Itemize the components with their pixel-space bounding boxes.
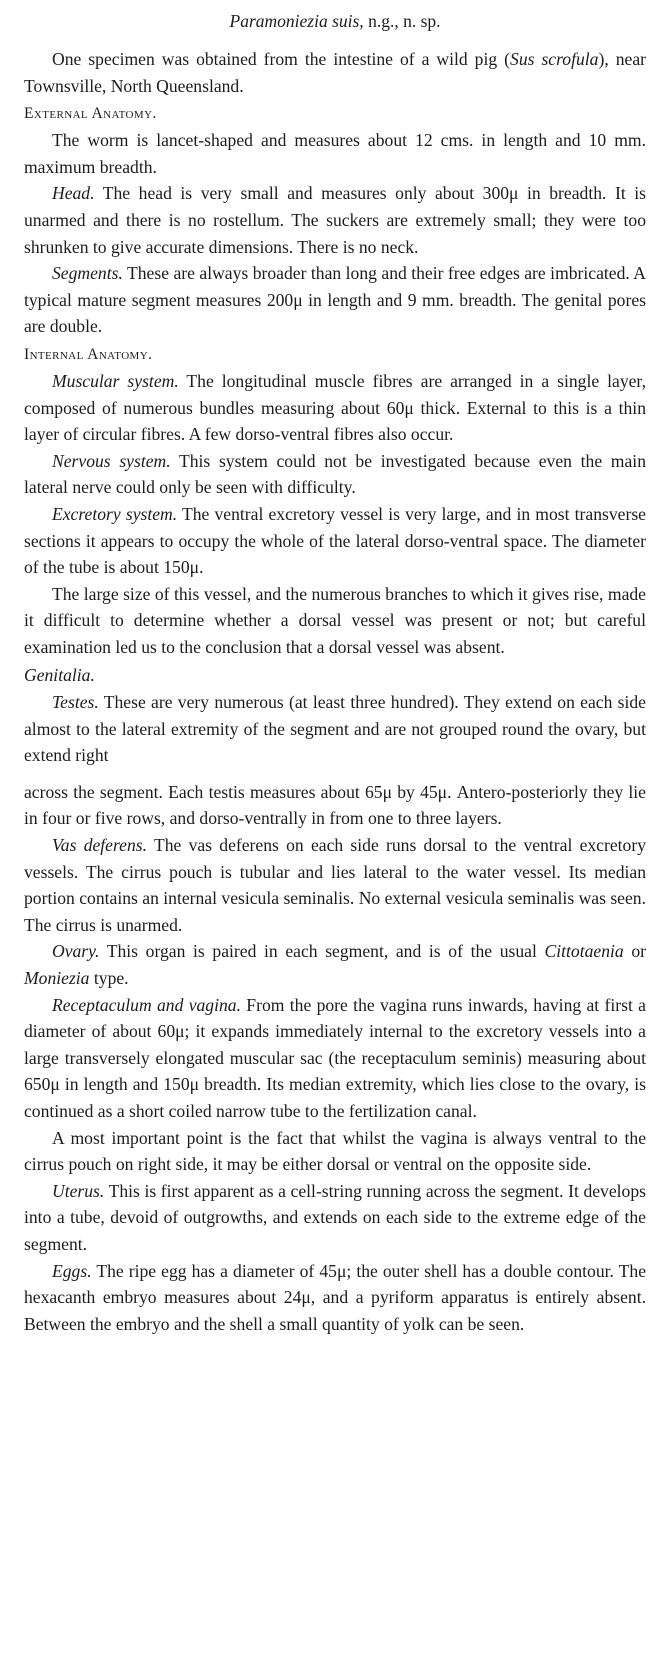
nervous-text: This system could not be investigated because even the main lateral nerve could only be seen with difficulty. — [24, 450, 646, 498]
excretory-text: The ventral excretory vessel is very large, and in most transverse sections it appears to occupy the whole of the lateral dorso-ventral space. The diameter of the tube is about 150μ. — [24, 503, 646, 578]
muscular-paragraph — [24, 368, 646, 448]
external-body-text: The worm is lancet-shaped and measures about 12 cms. in length and 10 mm. maximum breadth. — [24, 130, 646, 177]
vas-deferens-text: The vas deferens on each side runs dorsal to the ventral excretory vessels. The cirrus pouch is tubular and lies lateral to the water vessel. Its median portion contains an internal vesicula seminalis. No external vesicula seminalis was seen. The cirrus is unarmed. — [24, 835, 647, 935]
muscular-label: Muscular system. — [52, 370, 179, 391]
page-break-gap — [24, 769, 646, 779]
ovary-text-a: This organ is paired in each segment, and is of the usual — [99, 941, 545, 962]
nervous-label: Nervous system. — [52, 450, 171, 471]
excretory-paragraph-2 — [24, 581, 646, 661]
excretory-para2-text: The large size of this vessel, and the numerous branches to which it gives rise, made it difficult to determine whether a dorsal vessel was present or not; but careful examination led us to the conclusion that a dorsal vessel was absent. — [24, 583, 646, 657]
ovary-text-c: type. — [89, 968, 129, 988]
head-text: The head is very small and measures only about 300μ in breadth. It is unarmed and there is no rostellum. The suckers are extremely small; they were too shrunken to give accurate dimensions. There is no neck. — [24, 183, 646, 257]
internal-anatomy-heading: Internal Anatomy. — [24, 345, 153, 363]
head-label: Head. — [52, 183, 95, 204]
genitalia-heading: Genitalia. — [24, 665, 95, 686]
intro-species-name: Sus scrofula — [510, 49, 599, 69]
external-body-paragraph — [24, 127, 646, 180]
receptaculum-label: Receptaculum and vagina. — [52, 994, 241, 1015]
eggs-label: Eggs. — [52, 1260, 92, 1281]
ovary-genus-cittotaenia: Cittotaenia — [544, 941, 624, 962]
external-anatomy-heading: External Anatomy. — [24, 105, 157, 123]
ovary-text-b: or — [623, 941, 646, 962]
segments-paragraph — [24, 260, 646, 340]
eggs-text: The ripe egg has a diameter of 45μ; the outer shell has a double contour. The hexacanth embryo measures about 24μ, and a pyriform apparatus is entirely absent. Between the embryo and the shell a small quantity of yolk can be seen. — [24, 1260, 646, 1334]
ovary-label: Ovary. — [52, 941, 100, 962]
ovary-genus-moniezia: Moniezia — [24, 968, 90, 988]
uterus-text: This is first apparent as a cell-string running across the segment. It develops into a tube, devoid of outgrowths, and extends on each side to the extreme edge of the segment. — [24, 1180, 646, 1254]
eggs-paragraph — [24, 1258, 646, 1338]
testes-text: These are very numerous (at least three hundred). They extend on each side almost to the lateral extremity of the segment and are not grouped round the ovary, but extend right — [24, 692, 646, 766]
segments-label: Segments. — [52, 263, 123, 284]
testes-continued-text: across the segment. Each testis measures about 65μ by 45μ. Antero-posteriorly they lie in four or five rows, and dorso-ventrally in from one to three layers. — [24, 781, 646, 829]
excretory-paragraph — [24, 501, 646, 581]
testes-label: Testes. — [52, 692, 99, 713]
important-point-text: A most important point is the fact that whilst the vagina is always ventral to the cirrus pouch on right side, it may be either dorsal or ventral on the opposite side. — [24, 1127, 646, 1175]
receptaculum-text: From the pore the vagina runs inwards, having at first a diameter of about 60μ; it expands immediately internal to the excretory vessels into a large transversely elongated muscular sac (the receptaculum seminis) measuring about 650μ in length and 150μ breadth. Its median extremity, which lies close to the ovary, is continued as a short coiled narrow tube to the fertilization canal. — [24, 994, 646, 1121]
testes-continued-paragraph — [24, 779, 646, 832]
receptaculum-paragraph — [24, 992, 646, 1125]
title-species-name: Paramoniezia suis, — [229, 11, 364, 31]
uterus-label: Uterus. — [52, 1180, 105, 1201]
ovary-paragraph — [24, 938, 646, 991]
title-suffix: n.g., n. sp. — [363, 11, 441, 31]
intro-text: One specimen was obtained from the intestine of a wild pig (Sus scrofula), near Townsville, North Queensland. — [24, 49, 646, 96]
intro-paragraph — [24, 46, 646, 99]
document-page — [24, 8, 646, 1337]
vas-deferens-label: Vas deferens. — [52, 835, 148, 856]
excretory-label: Excretory system. — [52, 503, 178, 524]
page-title — [24, 8, 646, 34]
uterus-paragraph — [24, 1178, 646, 1258]
important-point-paragraph — [24, 1125, 646, 1178]
vas-deferens-paragraph — [24, 832, 646, 938]
head-paragraph — [24, 180, 646, 260]
segments-text: These are always broader than long and their free edges are imbricated. A typical mature segment measures 200μ in length and 9 mm. breadth. The genital pores are double. — [24, 263, 646, 337]
testes-paragraph — [24, 689, 646, 769]
muscular-text: The longitudinal muscle fibres are arranged in a single layer, composed of numerous bundles measuring about 60μ thick. External to this is a thin layer of circular fibres. A few dorso-ventral fibres also occur. — [24, 370, 646, 445]
nervous-paragraph — [24, 448, 646, 501]
